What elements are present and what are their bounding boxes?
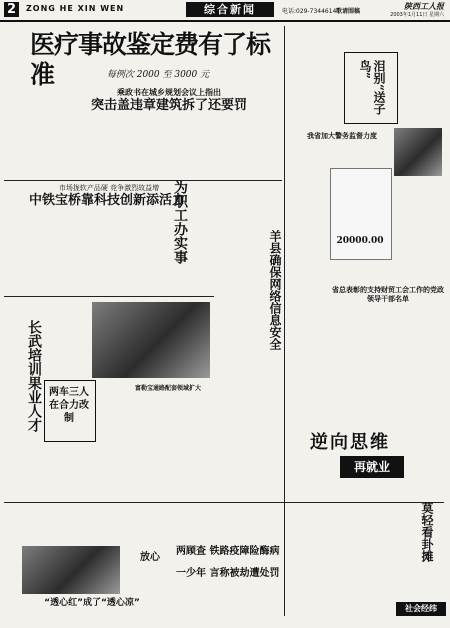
photo <box>22 546 120 594</box>
headline-light: 莫轻看卦摊 <box>420 502 434 562</box>
headline-workers: 为职工办实事 <box>172 180 188 264</box>
headline-medical: 医疗事故鉴定费有了标准 <box>30 30 271 89</box>
headline-fangqu: 放心 <box>140 552 160 563</box>
column-rule <box>4 502 444 503</box>
kicker-illegal: 乘政书在城乡规划会议上指出 <box>117 88 221 97</box>
headline-zhongtie: 中铁宝桥靠科技创新添活力 <box>28 193 185 208</box>
headline-teen: 一少年 言称被劫遭处罚 <box>176 568 280 579</box>
text-block <box>210 380 282 500</box>
text-block <box>180 585 320 625</box>
paper-name: ZONG HE XIN WEN <box>26 4 125 13</box>
subhead-medical: 每例次 2000 至 3000 元 <box>106 70 210 80</box>
masthead <box>0 0 450 22</box>
headline-donation: 省总表彰的支持财贸工会工作的党政领导干部名单 <box>332 286 444 303</box>
headline-sheep: 羊县确保网络信息安全 <box>268 230 282 350</box>
column-rule <box>284 26 285 616</box>
certificate-amount: 20000.00 <box>336 236 384 246</box>
headline-police: 我省加大警务监督力度 <box>307 132 377 140</box>
paper-logo: 陕西工人报 <box>404 1 444 11</box>
headline-bottom: “透心红”成了“透心凉” <box>44 598 140 608</box>
page-number: 2 <box>4 2 19 17</box>
text-block <box>100 380 200 500</box>
issue-date: 2003年1月11日 星期六 <box>390 12 444 18</box>
headline-reform: 两车三人在合力改制 <box>49 387 89 424</box>
text-block <box>330 305 442 425</box>
hotline-label: 歌请围稿 <box>336 8 361 15</box>
text-block <box>286 30 342 180</box>
headline-farewell: 泪别“送子鸟” <box>358 60 386 115</box>
photo <box>394 128 442 176</box>
text-block <box>80 118 180 180</box>
headline-reemploy: 再就业 <box>340 456 404 478</box>
section-title: 综合新闻 <box>186 2 274 17</box>
text-block <box>168 505 282 545</box>
text-block <box>6 212 166 292</box>
headline-lab: 两顾查 铁路疫障险酶病 <box>176 546 280 557</box>
headline-illegal: 突击盖违章建筑拆了还要罚 <box>90 98 247 113</box>
kicker-zhongtie: 市场拢软产品硬 竞争激烈故益增 <box>58 184 160 192</box>
headline-bank: 富勒宝通路配套领域扩大 <box>134 385 201 392</box>
phone-number: 电话:029-7344614 <box>282 8 337 15</box>
column-rule <box>4 180 282 181</box>
headline-reverse: 逆向思维 <box>310 432 390 453</box>
photo <box>92 302 210 378</box>
text-block <box>284 470 400 580</box>
headline-social: 社会经纬 <box>396 602 446 616</box>
headline-fruit: 长武培训果业人才 <box>26 320 42 432</box>
